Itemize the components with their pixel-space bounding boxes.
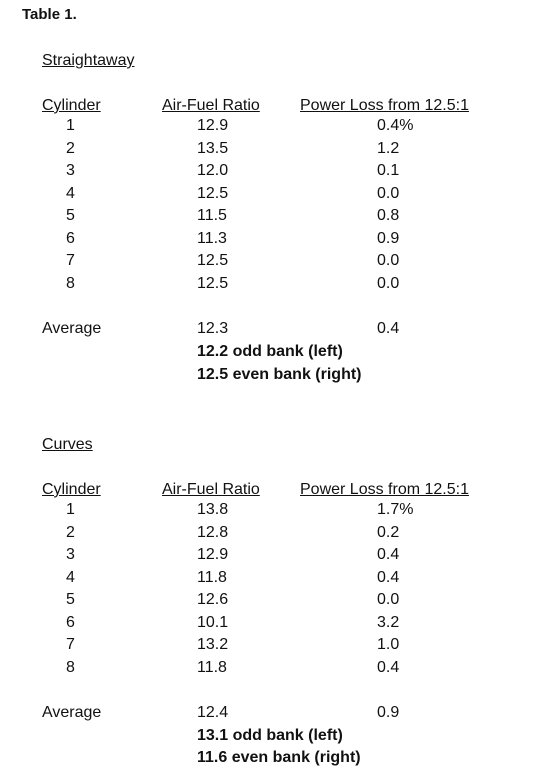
cell-cylinder: 1	[66, 117, 75, 134]
even-bank-note: 11.6 even bank (right)	[197, 749, 361, 766]
cell-afr: 12.9	[197, 546, 229, 563]
cell-power-loss: 0.0	[377, 591, 400, 608]
cell-power-loss: 0.0	[377, 185, 400, 202]
cell-power-loss: 0.4	[377, 569, 400, 586]
cell-afr: 13.5	[197, 140, 229, 157]
cell-cylinder: 3	[66, 162, 75, 179]
cell-afr: 13.8	[197, 501, 229, 518]
section-title-curves: Curves	[42, 436, 93, 453]
cell-afr: 11.8	[197, 569, 227, 586]
cell-afr: 12.0	[197, 162, 229, 179]
cell-cylinder: 5	[66, 207, 75, 224]
average-label: Average	[42, 320, 102, 337]
cell-cylinder: 8	[66, 659, 75, 676]
cell-power-loss: 0.0	[377, 252, 400, 269]
cell-cylinder: 2	[66, 524, 75, 541]
column-header-power-loss: Power Loss from 12.5:1	[300, 481, 469, 498]
cell-afr: 12.5	[197, 252, 229, 269]
cell-power-loss: 3.2	[377, 614, 400, 631]
cell-power-loss: 1.2	[377, 140, 400, 157]
cell-afr: 13.2	[197, 636, 229, 653]
page-title: Table 1.	[22, 6, 77, 23]
cell-power-loss: 0.2	[377, 524, 400, 541]
cell-cylinder: 5	[66, 591, 75, 608]
section-title-straightaway: Straightaway	[42, 52, 135, 69]
cell-power-loss: 0.4	[377, 546, 400, 563]
cell-cylinder: 4	[66, 185, 75, 202]
column-header-cylinder: Cylinder	[42, 97, 101, 114]
cell-cylinder: 4	[66, 569, 75, 586]
cell-power-loss: 0.4	[377, 659, 400, 676]
cell-cylinder: 6	[66, 230, 75, 247]
average-label: Average	[42, 704, 102, 721]
odd-bank-note: 12.2 odd bank (left)	[197, 343, 343, 360]
cell-power-loss: 0.0	[377, 275, 400, 292]
cell-power-loss: 1.7%	[377, 501, 414, 518]
cell-afr: 12.9	[197, 117, 229, 134]
cell-afr: 12.6	[197, 591, 229, 608]
cell-afr: 12.5	[197, 275, 229, 292]
cell-cylinder: 3	[66, 546, 75, 563]
cell-cylinder: 2	[66, 140, 75, 157]
cell-afr: 11.8	[197, 659, 227, 676]
column-header-afr: Air-Fuel Ratio	[162, 97, 260, 114]
cell-cylinder: 6	[66, 614, 75, 631]
cell-cylinder: 8	[66, 275, 75, 292]
cell-power-loss: 0.8	[377, 207, 400, 224]
cell-afr: 11.5	[197, 207, 227, 224]
cell-cylinder: 7	[66, 636, 75, 653]
column-header-cylinder: Cylinder	[42, 481, 101, 498]
cell-power-loss: 0.1	[377, 162, 400, 179]
column-header-afr: Air-Fuel Ratio	[162, 481, 260, 498]
cell-cylinder: 7	[66, 252, 75, 269]
cell-afr: 12.8	[197, 524, 229, 541]
average-power-loss: 0.4	[377, 320, 400, 337]
average-afr: 12.4	[197, 704, 229, 721]
cell-cylinder: 1	[66, 501, 75, 518]
cell-power-loss: 0.9	[377, 230, 400, 247]
even-bank-note: 12.5 even bank (right)	[197, 366, 362, 383]
cell-afr: 11.3	[197, 230, 227, 247]
average-afr: 12.3	[197, 320, 229, 337]
cell-afr: 12.5	[197, 185, 229, 202]
average-power-loss: 0.9	[377, 704, 400, 721]
cell-power-loss: 1.0	[377, 636, 400, 653]
cell-afr: 10.1	[197, 614, 229, 631]
odd-bank-note: 13.1 odd bank (left)	[197, 727, 343, 744]
cell-power-loss: 0.4%	[377, 117, 414, 134]
column-header-power-loss: Power Loss from 12.5:1	[300, 97, 469, 114]
